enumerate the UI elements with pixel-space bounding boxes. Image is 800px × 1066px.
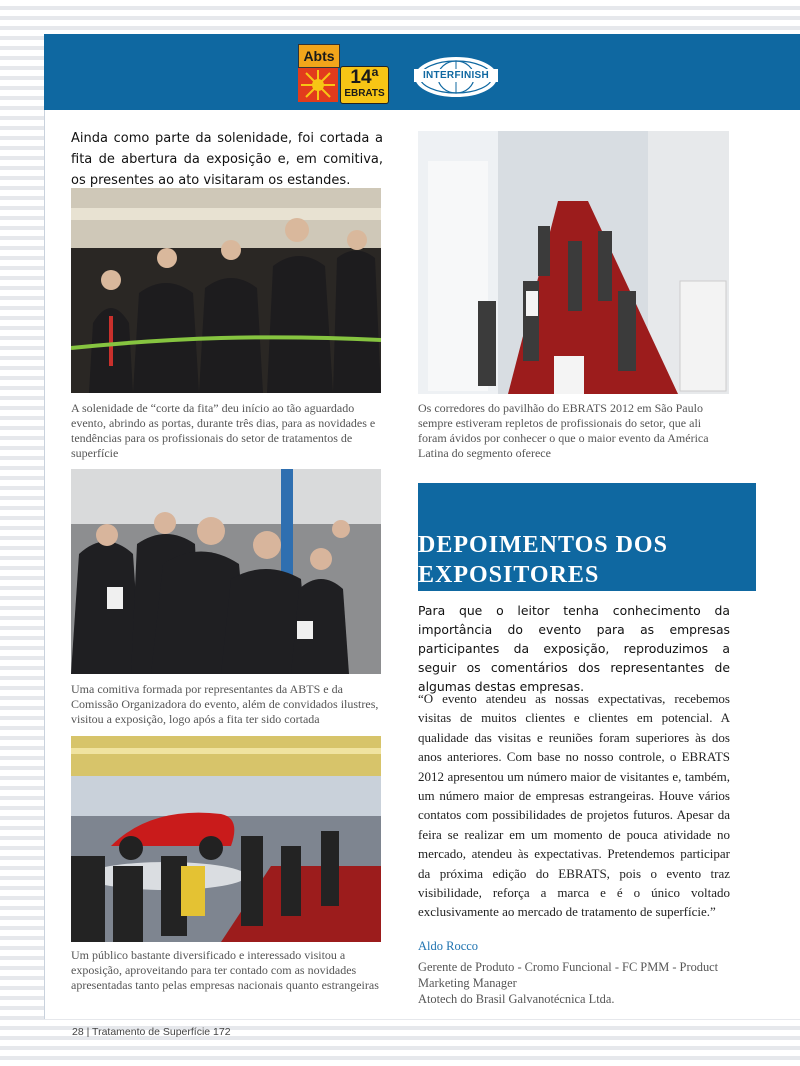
interfinish-logo-text: INTERFINISH	[414, 69, 498, 82]
testimonial-company: Atotech do Brasil Galvanotécnica Ltda.	[418, 992, 615, 1006]
pavilion-corridors-caption: Os corredores do pavilhão do EBRATS 2012 em São Paulo sempre estiveram repletos de profissionais do setor, que ali foram ávidos por conhecer o que o maior evento da América Latina do segmento oferece	[418, 401, 709, 460]
ebrats-logo-word: EBRATS	[344, 88, 385, 99]
abts-logo-text: Abts	[303, 48, 335, 64]
testimonial-quote: “O evento atendeu as nossas expectativas, recebemos visitas de muitos clientes e clientes em potencial. A qualidade das visitas e reuniões foram superiores às dos anos anteriores. Com base no nosso controle, o EBRATS 2012 apresentou um número maior de visitantes e, também, um número maior de empresas estrangeiras. Houve vários contatos com possibilidades de projetos futuros. Apesar da feira se realizar em um momento de pouca atividade no mercado, atendeu às expectativas. Pretendemos participar da próxima edição do EBRATS, pois o evento traz visibilidade, reforça a marca e é o único voltado exclusivamente ao mercado de tratamento de superfície.”	[418, 691, 730, 920]
section-lead: Para que o leitor tenha conhecimento da importância do evento para as empresas participantes da exposição, reproduzimos a seguir os comentários dos representantes de algumas destas empresas.	[418, 603, 730, 694]
ebrats-logo-number: 14ª	[350, 67, 379, 88]
section-title-line1: DEPOIMENTOS DOS	[418, 532, 668, 558]
committee-visit-caption: Uma comitiva formada por representantes da ABTS e da Comissão Organizadora do evento, além de convidados ilustres, visitou a exposição, logo após a fita ter sido cortada	[71, 682, 379, 726]
pavilion-corridors-photo	[418, 131, 729, 394]
ribbon-cutting-caption: A solenidade de “corte da fita” deu início ao tão aguardado evento, abrindo as portas, durante três dias, para as novidades e tendências para os profissionais do setor de tratamentos de superfície	[71, 401, 376, 460]
sun-logo-icon	[298, 68, 338, 102]
section-title-line2: EXPOSITORES	[418, 562, 600, 588]
testimonial-author: Aldo Rocco	[418, 939, 479, 953]
testimonial-role: Gerente de Produto - Cromo Funcional - FC PMM - Product Marketing Manager	[418, 960, 719, 990]
interfinish-logo	[414, 56, 498, 98]
intro-paragraph: Ainda como parte da solenidade, foi cortada a fita de abertura da exposição e, em comitiva, os presentes ao ato visitaram os estandes.	[71, 131, 383, 188]
committee-visit-photo	[71, 469, 381, 674]
ebrats-logo	[340, 66, 389, 104]
section-title	[418, 530, 756, 590]
abts-logo	[298, 44, 340, 68]
page-footer: 28 | Tratamento de Superfície 172	[72, 1026, 231, 1038]
exhibition-crowd-caption: Um público bastante diversificado e interessado visitou a exposição, aproveitando para ter contado com as novidades apresentadas tanto pelas empresas nacionais quanto estrangeiras	[71, 948, 379, 992]
section-title-block	[418, 483, 756, 591]
ribbon-cutting-photo	[71, 188, 381, 393]
exhibition-crowd-photo	[71, 736, 381, 942]
